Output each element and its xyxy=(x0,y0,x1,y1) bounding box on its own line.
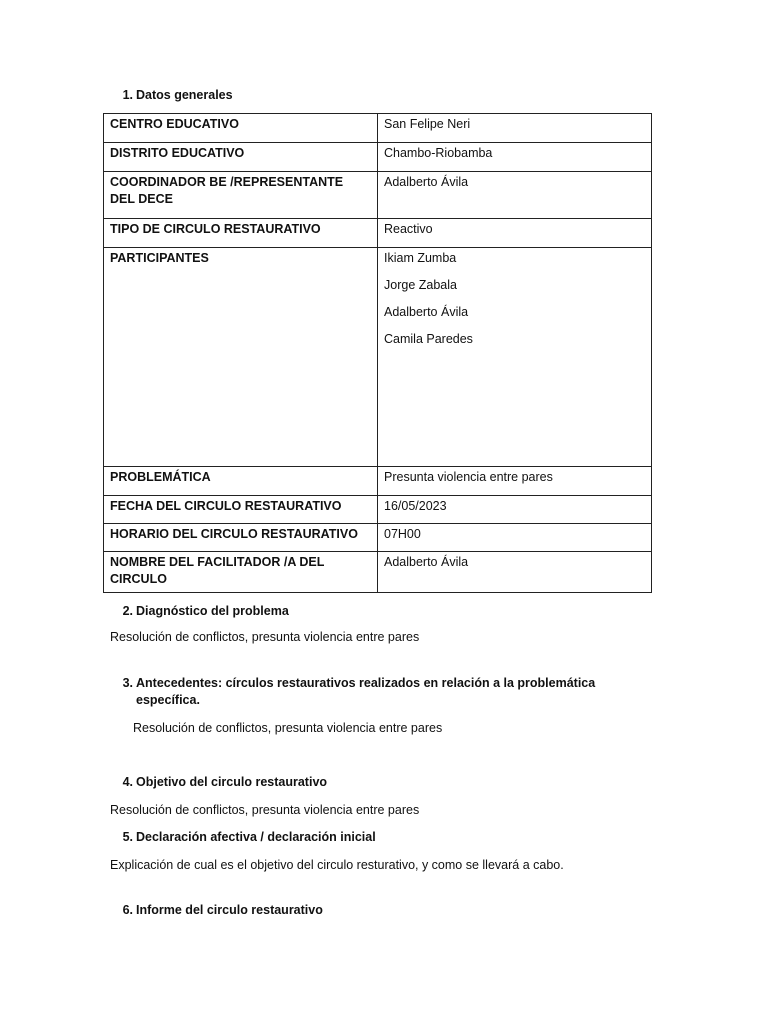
row-value: Chambo-Riobamba xyxy=(378,143,652,172)
row-label: HORARIO DEL CIRCULO RESTAURATIVO xyxy=(104,524,378,552)
table-row xyxy=(104,524,652,552)
row-value: San Felipe Neri xyxy=(378,114,652,143)
table-row xyxy=(104,467,652,496)
participant-name: Adalberto Ávila xyxy=(384,305,469,319)
row-value: Adalberto Ávila xyxy=(378,552,652,593)
participant-name: Jorge Zabala xyxy=(384,278,457,292)
participants-list xyxy=(378,248,652,467)
row-label: FECHA DEL CIRCULO RESTAURATIVO xyxy=(104,496,378,524)
section-number: 4. xyxy=(122,775,133,789)
row-label: PROBLEMÁTICA xyxy=(104,467,378,496)
section-title: Objetivo del circulo restaurativo xyxy=(136,775,328,789)
section-number: 1. xyxy=(122,88,133,102)
row-label: CENTRO EDUCATIVO xyxy=(104,114,378,143)
section-body: Resolución de conflictos, presunta violencia entre pares xyxy=(110,803,420,817)
section-number: 3. xyxy=(122,676,133,690)
row-label: NOMBRE DEL FACILITADOR /A DEL CIRCULO xyxy=(104,552,378,593)
row-label: TIPO DE CIRCULO RESTAURATIVO xyxy=(104,219,378,248)
section-title: Antecedentes: círculos restaurativos realizados en relación a la problemática específica. xyxy=(136,676,596,707)
datos-generales-table xyxy=(103,113,652,593)
row-value: Reactivo xyxy=(378,219,652,248)
row-value: Adalberto Ávila xyxy=(378,172,652,219)
section-number: 6. xyxy=(122,903,133,917)
table-row xyxy=(104,172,652,219)
row-value: 16/05/2023 xyxy=(378,496,652,524)
row-value: Presunta violencia entre pares xyxy=(378,467,652,496)
section-body: Explicación de cual es el objetivo del circulo resturativo, y como se llevará a cabo. xyxy=(110,858,564,872)
section-title: Declaración afectiva / declaración inicial xyxy=(136,830,376,844)
row-label: DISTRITO EDUCATIVO xyxy=(104,143,378,172)
table-row xyxy=(104,143,652,172)
row-label: COORDINADOR BE /REPRESENTANTE DEL DECE xyxy=(104,172,378,219)
table-row xyxy=(104,496,652,524)
section-title: Diagnóstico del problema xyxy=(136,604,289,618)
table-row xyxy=(104,219,652,248)
row-label: PARTICIPANTES xyxy=(104,248,378,467)
section-title: Informe del circulo restaurativo xyxy=(136,903,323,917)
table-row xyxy=(104,114,652,143)
section-number: 5. xyxy=(122,830,133,844)
participant-name: Camila Paredes xyxy=(384,332,473,346)
table-row-participantes xyxy=(104,248,652,467)
section-body: Resolución de conflictos, presunta violencia entre pares xyxy=(133,721,443,735)
row-value: 07H00 xyxy=(378,524,652,552)
table-row xyxy=(104,552,652,593)
section-title: Datos generales xyxy=(136,88,233,102)
section-body: Resolución de conflictos, presunta violencia entre pares xyxy=(110,630,420,644)
participant-name: Ikiam Zumba xyxy=(384,251,457,265)
section-number: 2. xyxy=(122,604,133,618)
